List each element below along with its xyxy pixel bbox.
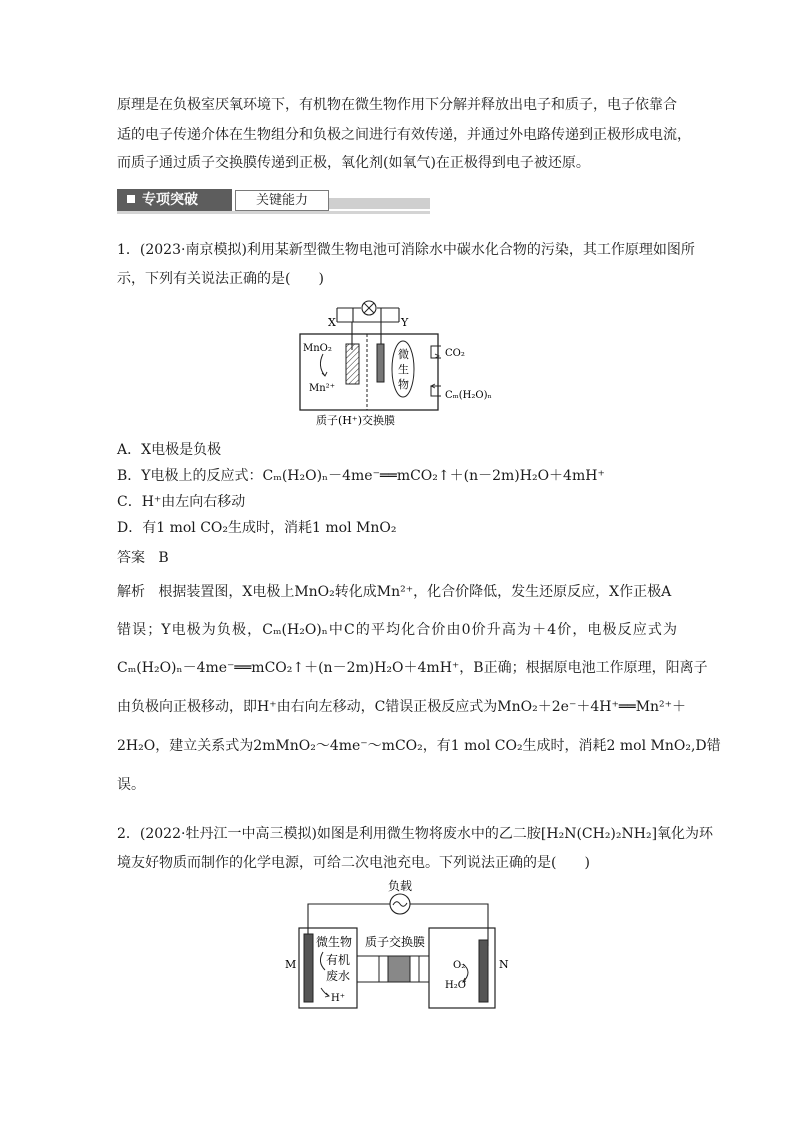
- q1-analysis-line-6: 误。: [117, 777, 145, 793]
- q1-stem-line-2: 示，下列有关说法正确的是( ): [117, 271, 324, 287]
- q1-option-c: C．H⁺由左向右移动: [117, 494, 246, 510]
- load-icon: [390, 894, 410, 914]
- q2-cell-diagram: [283, 876, 523, 1016]
- mn2-label: Mn²⁺: [309, 383, 335, 394]
- n-label: N: [499, 958, 509, 971]
- intro-line-3: 而质子通过质子交换膜传递到正极，氧化剂(如氧气)在正极得到电子被还原。: [117, 155, 590, 171]
- q1-stem-line-1: 1．(2023·南京模拟)利用某新型微生物电池可消除水中碳水化合物的污染，其工作原理如图所: [117, 242, 695, 258]
- wastewater-label: 废水: [326, 969, 351, 983]
- co2-outlet: [431, 346, 441, 358]
- y-label: Y: [401, 316, 409, 329]
- microbe-label: 微生物: [316, 935, 353, 949]
- y-electrode: [377, 344, 384, 382]
- section-banner: [117, 189, 430, 214]
- x-electrode: [346, 344, 359, 384]
- q1-answer: [117, 549, 169, 567]
- q1-analysis-line-2: 错误；Y电极为负极，Cₘ(H₂O)ₙ中C的平均化合价由0价升高为＋4价，电极反应式为: [117, 622, 677, 638]
- x-label: X: [328, 316, 336, 329]
- q2-stem-line-1: 2．(2022·牡丹江一中高三模拟)如图是利用微生物将废水中的乙二胺[H₂N(CH₂)₂NH₂]氧化为环: [117, 826, 714, 842]
- answer-value: B: [158, 550, 169, 566]
- o2-label: O₂: [453, 960, 466, 971]
- q1-option-d: D．有1 mol CO₂生成时，消耗1 mol MnO₂: [117, 520, 397, 536]
- membrane-label: 质子(H⁺)交换膜: [316, 414, 395, 427]
- section-title: 专项突破: [142, 192, 198, 208]
- q1-analysis-line-5: 2H₂O，建立关系式为2mMnO₂～4me⁻～mCO₂，有1 mol CO₂生成时，消耗2 mol MnO₂,D错: [117, 738, 721, 754]
- h2o-label: H₂O: [445, 980, 466, 991]
- n-electrode: [479, 940, 488, 1002]
- co2-label: CO₂: [445, 348, 465, 359]
- organic-label: 有机: [326, 953, 351, 967]
- m-electrode: [304, 934, 313, 1002]
- intro-line-1: 原理是在负极室厌氧环境下，有机物在微生物作用下分解并释放出电子和质子，电子依靠合: [117, 97, 677, 113]
- mno2-label: MnO₂: [303, 343, 332, 354]
- h-ion-label: H⁺: [331, 993, 345, 1004]
- q2-stem-line-2: 境友好物质而制作的化学电源，可给二次电池充电。下列说法正确的是( ): [117, 855, 590, 871]
- intro-line-2: 适的电子传递介体在生物组分和负极之间进行有效传递，并通过外电路传递到正极形成电流，: [117, 127, 691, 143]
- load-label: 负载: [388, 879, 413, 893]
- banner-rule: [117, 211, 430, 214]
- section-subtitle: 关键能力: [235, 190, 329, 211]
- q1-option-a: A．X电极是负极: [117, 442, 222, 458]
- lamp-icon: [362, 301, 376, 315]
- proton-exchange-membrane: [388, 956, 410, 982]
- square-icon: [127, 195, 135, 203]
- m-label: M: [285, 958, 297, 971]
- answer-label: 答案: [117, 550, 145, 566]
- q1-analysis-line-4: 由负极向正极移动，即H⁺由右向左移动，C错误正极反应式为MnO₂＋2e⁻＋4H⁺══Mn²⁺＋: [117, 699, 687, 715]
- analysis-label: 解析: [117, 584, 145, 600]
- feed-inlet: [431, 386, 441, 396]
- q1-cell-diagram: [295, 296, 495, 432]
- q2-wire-left: [308, 904, 390, 958]
- q1-analysis-line-3: Cₘ(H₂O)ₙ－4me⁻══mCO₂↑＋(n－2m)H₂O＋4mH⁺，B正确；根据原电池工作原理，阳离子: [117, 660, 708, 676]
- carbohydrate-label: Cₘ(H₂O)ₙ: [445, 390, 492, 401]
- analysis-text-1: 根据装置图，X电极上MnO₂转化成Mn²⁺，化合价降低，发生还原反应，X作正极A: [158, 584, 672, 600]
- q1-analysis-line-1: [117, 583, 677, 601]
- q1-option-b: B．Y电极上的反应式：Cₘ(H₂O)ₙ－4me⁻══mCO₂↑＋(n－2m)H₂O＋4mH⁺: [117, 468, 605, 484]
- section-title-box: [117, 189, 232, 211]
- membrane-label: 质子交换膜: [365, 935, 426, 949]
- microbe-char-1: 微: [398, 348, 409, 361]
- microbe-char-2: 生: [398, 363, 409, 376]
- microbe-char-3: 物: [398, 378, 409, 391]
- banner-bar: [329, 198, 430, 209]
